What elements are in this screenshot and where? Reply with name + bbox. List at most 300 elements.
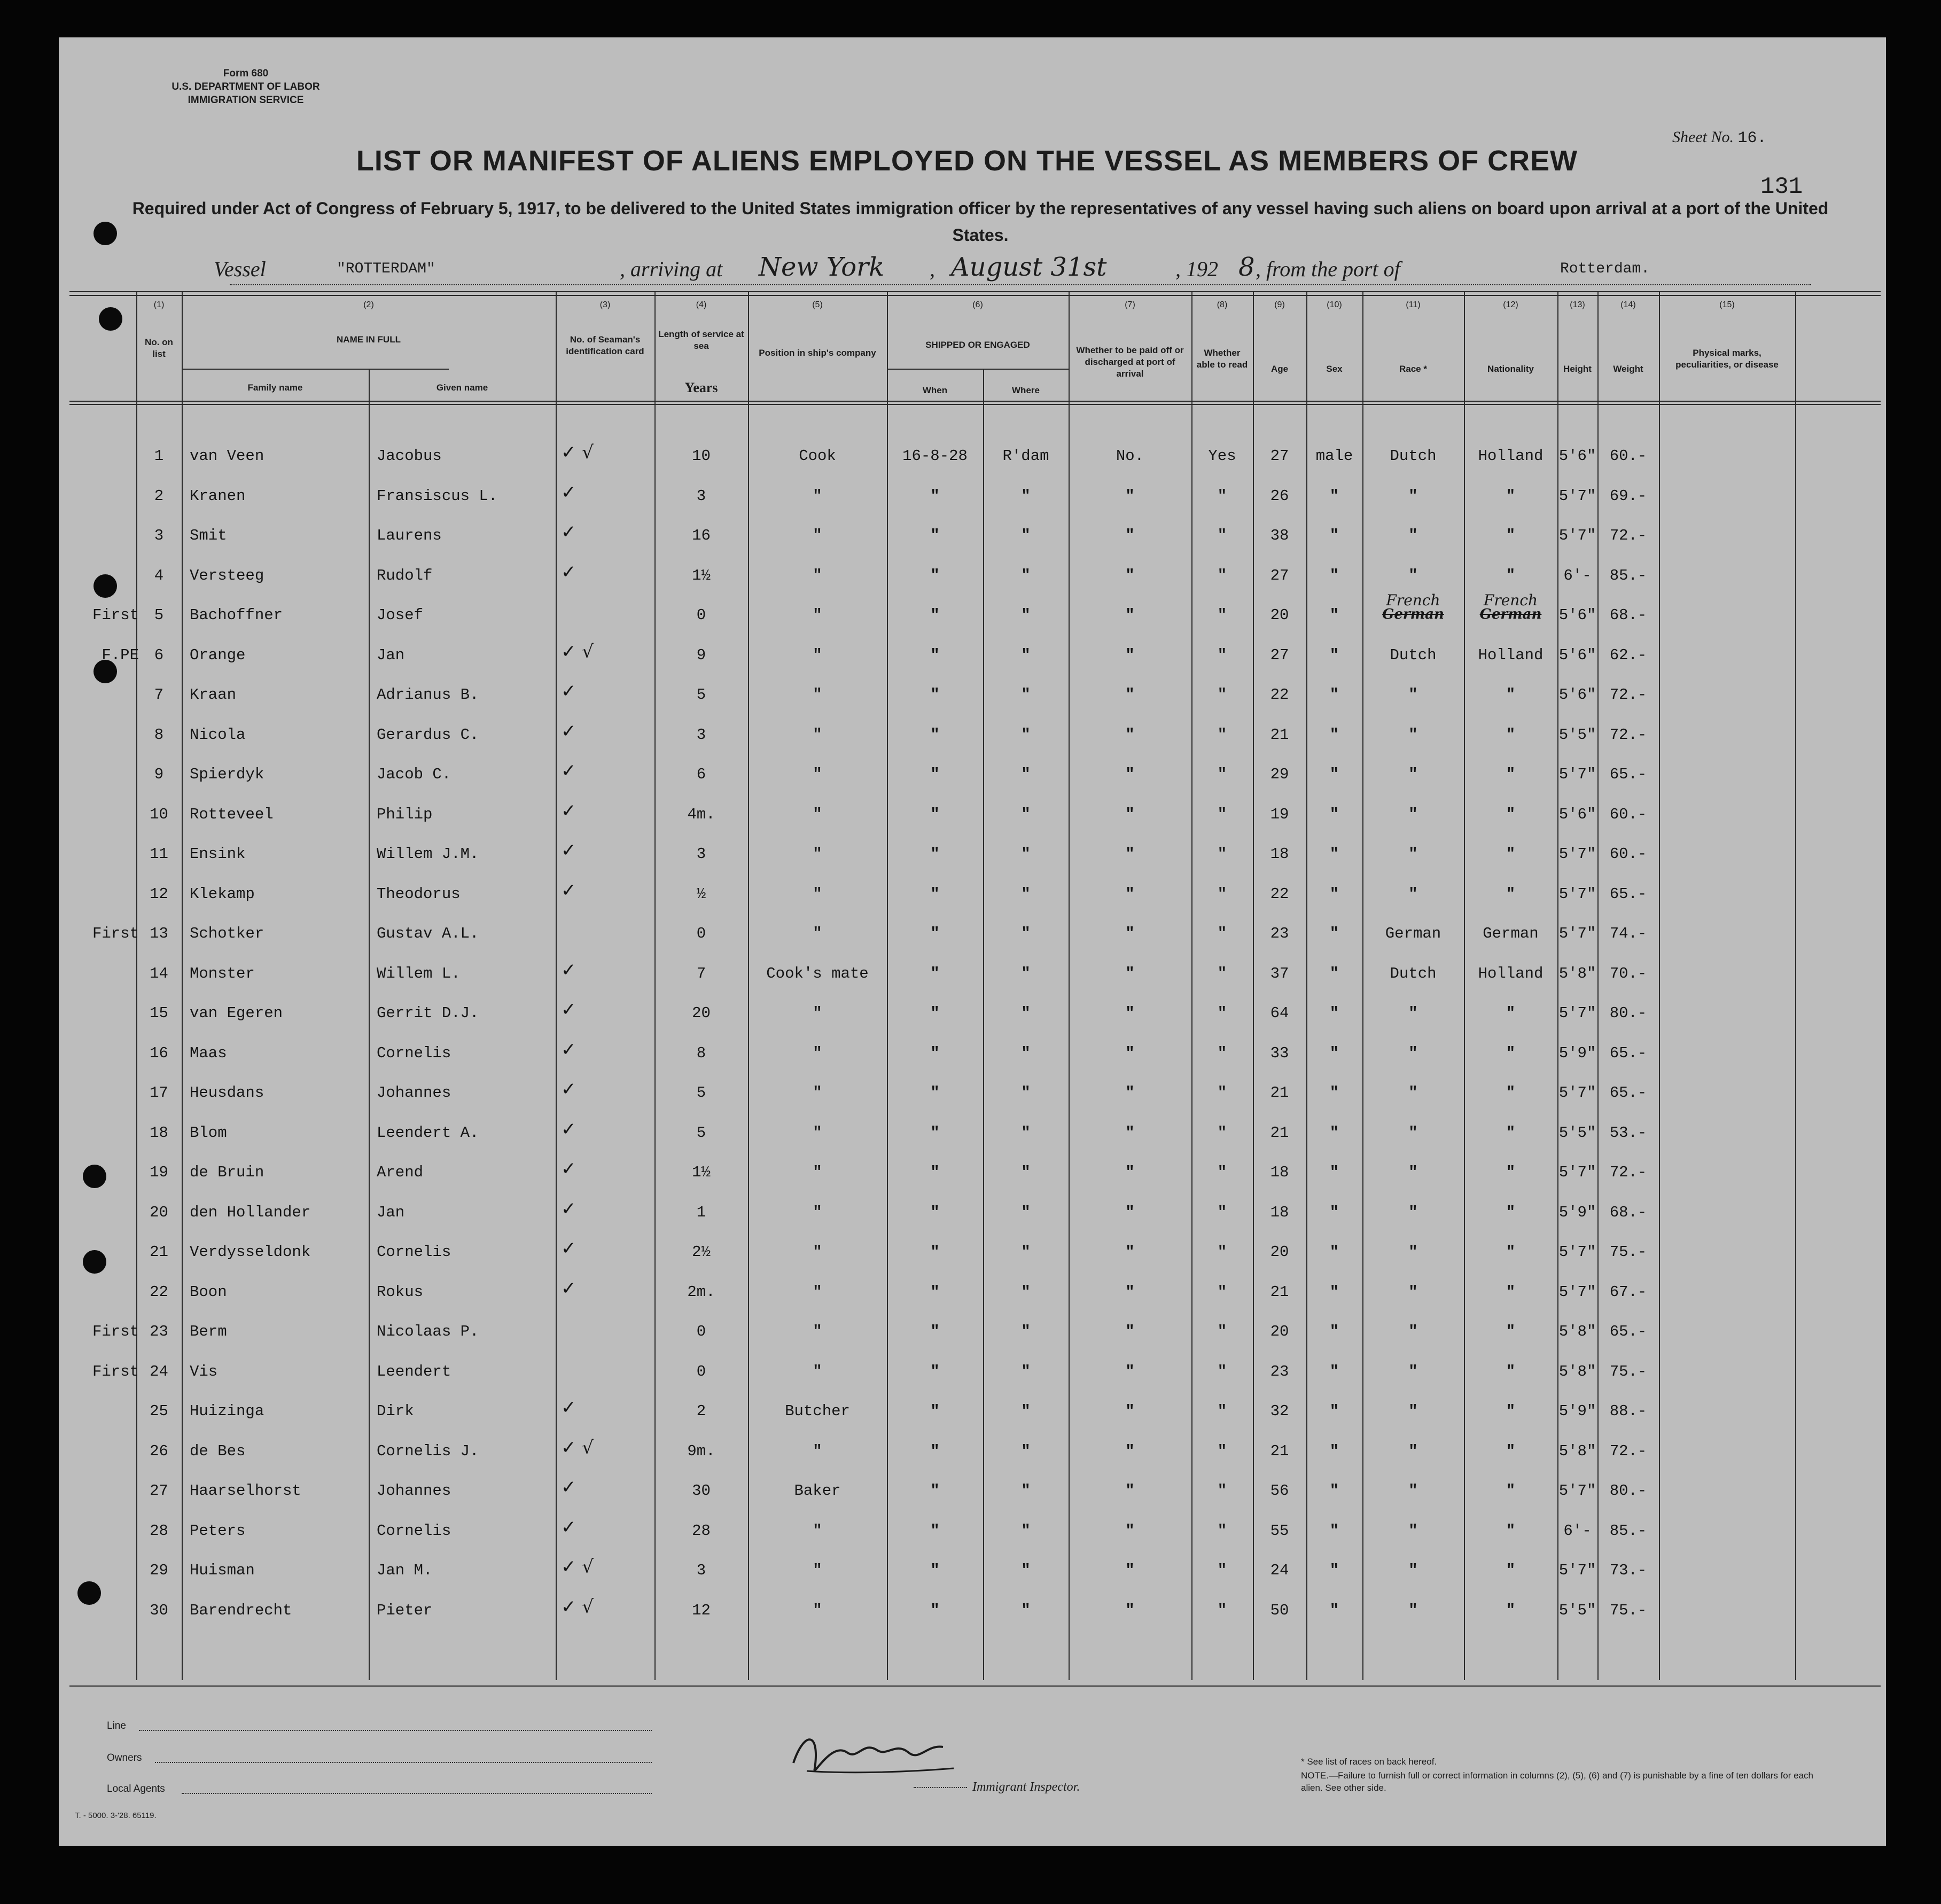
cell-position: " (813, 1283, 822, 1301)
cell-sex: " (1329, 1164, 1339, 1181)
service-name: IMMIGRATION SERVICE (188, 95, 304, 106)
from-label: , from the port of (1256, 257, 1400, 281)
cell-read: Yes (1208, 447, 1236, 465)
cell-nat: " (1506, 845, 1516, 863)
table-row (59, 913, 1886, 953)
cell-service: 0 (696, 606, 706, 624)
check-mark: ✓ (561, 1118, 576, 1140)
cell-read: " (1217, 606, 1227, 624)
cell-nat: Holland (1478, 964, 1544, 982)
cell-given: Johannes (377, 1084, 451, 1102)
cell-nat: " (1506, 1283, 1516, 1301)
year-suffix: 8 (1238, 252, 1255, 282)
cell-sex: " (1329, 566, 1339, 584)
cell-where: " (1021, 1164, 1031, 1181)
check-mark: ✓ (561, 1079, 576, 1100)
cell-race: " (1408, 1123, 1418, 1142)
cell-age: 18 (1270, 1164, 1289, 1181)
cell-position: " (813, 1323, 822, 1340)
cell-paid: " (1125, 606, 1135, 624)
cell-position: " (813, 725, 822, 744)
arrival-port: New York (759, 252, 885, 282)
header-where: Where (1012, 385, 1040, 395)
cell-when: " (930, 646, 940, 664)
col-num-11: (11) (1406, 300, 1421, 309)
table-row (59, 1431, 1886, 1470)
cell-race: " (1408, 1482, 1418, 1500)
cell-given: Cornelis (377, 1243, 451, 1261)
cell-sex: " (1329, 1521, 1339, 1540)
cell-when: " (930, 1164, 940, 1181)
cell-read: " (1217, 1482, 1227, 1500)
cell-read: " (1217, 1521, 1227, 1540)
cell-where: " (1021, 725, 1031, 744)
cell-paid: " (1125, 1243, 1135, 1261)
cell-when: " (930, 606, 940, 624)
cell-race: " (1408, 1004, 1418, 1022)
cell-height: 6'- (1563, 1521, 1592, 1540)
cell-paid: " (1125, 1044, 1135, 1062)
cell-given: Laurens (377, 527, 442, 544)
cell-read: " (1217, 1442, 1227, 1460)
cell-weight: 60.- (1609, 805, 1647, 823)
cell-paid: " (1125, 964, 1135, 982)
cell-given: Dirk (377, 1402, 414, 1420)
cell-weight: 60.- (1609, 845, 1647, 863)
vessel-name: "ROTTERDAM" (337, 261, 435, 277)
cell-weight: 80.- (1609, 1004, 1647, 1022)
check-mark: ✓ (561, 1477, 576, 1498)
cell-when: " (930, 1323, 940, 1340)
table-row (59, 1152, 1886, 1191)
cell-race: " (1408, 766, 1418, 783)
vessel-line: Vessel "ROTTERDAM" , arriving at New York , August 31st , 192 8 , from the port of Rotterdam. (214, 252, 1650, 282)
cell-given: Pieter (377, 1601, 433, 1619)
cell-sex: " (1329, 925, 1339, 942)
cell-height: 5'8" (1558, 1323, 1596, 1340)
cell-nat: " (1506, 885, 1516, 903)
cell-nat: " (1506, 686, 1516, 704)
cell-given: Johannes (377, 1482, 451, 1500)
cell-weight: 74.- (1609, 925, 1647, 942)
cell-position: " (813, 766, 822, 783)
table-row (59, 1470, 1886, 1510)
cell-when: " (930, 686, 940, 704)
cell-height: 5'7" (1558, 845, 1596, 863)
cell-no: 19 (150, 1164, 168, 1181)
col-num-4: (4) (696, 300, 707, 309)
cell-sex: " (1329, 646, 1339, 664)
cell-sex: " (1329, 1283, 1339, 1301)
cell-nat: " (1506, 1044, 1516, 1062)
nationality-correction: French (1483, 591, 1538, 609)
cell-when: " (930, 1203, 940, 1221)
cell-weight: 69.- (1609, 487, 1647, 505)
cell-no: 10 (150, 805, 168, 823)
cell-paid: " (1125, 487, 1135, 505)
table-row (59, 515, 1886, 555)
cell-paid: " (1125, 686, 1135, 704)
table-row (59, 833, 1886, 873)
cell-sex: " (1329, 606, 1339, 624)
cell-no: 14 (150, 964, 168, 982)
cell-paid: " (1125, 1521, 1135, 1540)
cell-weight: 62.- (1609, 646, 1647, 664)
cell-height: 5'7" (1558, 487, 1596, 505)
cell-height: 5'9" (1558, 1402, 1596, 1420)
cell-height: 5'6" (1558, 606, 1596, 624)
cell-height: 5'7" (1558, 766, 1596, 783)
cell-position: " (813, 1521, 822, 1540)
cell-nat: Holland (1478, 447, 1544, 465)
cell-read: " (1217, 646, 1227, 664)
cell-family: Vis (190, 1362, 218, 1380)
cell-service: 7 (696, 964, 706, 982)
cell-sex: " (1329, 1084, 1339, 1102)
cell-nat: " (1506, 1084, 1516, 1102)
cell-read: " (1217, 686, 1227, 704)
cell-age: 23 (1270, 1362, 1289, 1380)
cell-paid: " (1125, 1164, 1135, 1181)
cell-no: 9 (154, 766, 164, 783)
cell-family: Kraan (190, 686, 237, 704)
cell-age: 20 (1270, 606, 1289, 624)
cell-where: " (1021, 1243, 1031, 1261)
cell-where: " (1021, 1482, 1031, 1500)
check-mark: ✓ (561, 521, 576, 543)
cell-nat: Holland (1478, 646, 1544, 664)
cell-weight: 75.- (1609, 1601, 1647, 1619)
cell-nat: " (1506, 487, 1516, 505)
cell-nat: " (1506, 1521, 1516, 1540)
cell-position: " (813, 686, 822, 704)
cell-age: 21 (1270, 1084, 1289, 1102)
cell-family: de Bruin (190, 1164, 264, 1181)
table-row (59, 1231, 1886, 1271)
cell-position: " (813, 606, 822, 624)
table-row (59, 1192, 1886, 1231)
cell-when: " (930, 1283, 940, 1301)
cell-age: 27 (1270, 646, 1289, 664)
cell-given: Cornelis (377, 1044, 451, 1062)
cell-race: " (1408, 1521, 1418, 1540)
inspector-rule (914, 1787, 967, 1788)
cell-race: " (1408, 1562, 1418, 1579)
col-num-5: (5) (812, 300, 823, 309)
cell-service: 0 (696, 925, 706, 942)
cell-service: 3 (696, 845, 706, 863)
cell-family: van Egeren (190, 1004, 283, 1022)
cell-nat: " (1506, 725, 1516, 744)
cell-age: 21 (1270, 725, 1289, 744)
cell-when: " (930, 805, 940, 823)
footer-line-label: Line (107, 1720, 126, 1731)
cell-paid: " (1125, 527, 1135, 544)
cell-no: 13 (150, 925, 168, 942)
cell-where: " (1021, 646, 1031, 664)
cell-paid: " (1125, 805, 1135, 823)
cell-note: First (92, 1362, 139, 1380)
cell-given: Gustav A.L. (377, 925, 479, 942)
cell-when: " (930, 1243, 940, 1261)
cell-no: 26 (150, 1442, 168, 1460)
cell-family: Verdysseldonk (190, 1243, 311, 1261)
cell-sex: " (1329, 1044, 1339, 1062)
cell-no: 8 (154, 725, 164, 744)
cell-no: 1 (154, 447, 164, 465)
cell-nat: " (1506, 805, 1516, 823)
cell-nat: German (1483, 925, 1539, 942)
cell-position: " (813, 646, 822, 664)
cell-service: 9m. (687, 1442, 715, 1460)
cell-height: 5'6" (1558, 686, 1596, 704)
cell-family: Berm (190, 1323, 227, 1340)
sheet-number-label: Sheet No. (1672, 128, 1734, 146)
cell-paid: " (1125, 725, 1135, 744)
cell-when: " (930, 1442, 940, 1460)
cell-when: " (930, 1402, 940, 1420)
cell-weight: 85.- (1609, 566, 1647, 584)
check-mark: ✓ (561, 1238, 576, 1259)
cell-service: 6 (696, 766, 706, 783)
cell-sex: " (1329, 1203, 1339, 1221)
cell-no: 11 (150, 845, 168, 863)
check-mark: ✓ (561, 840, 576, 861)
cell-age: 55 (1270, 1521, 1289, 1540)
cell-paid: " (1125, 885, 1135, 903)
cell-height: 5'6" (1558, 447, 1596, 465)
table-row (59, 1510, 1886, 1550)
cell-read: " (1217, 1562, 1227, 1579)
cell-nat (1464, 591, 1557, 622)
cell-weight: 70.- (1609, 964, 1647, 982)
table-bottom-rule (69, 1685, 1881, 1687)
cell-paid: " (1125, 1123, 1135, 1142)
cell-sex: " (1329, 527, 1339, 544)
cell-age: 27 (1270, 447, 1289, 465)
form-header (144, 67, 347, 107)
cell-race: " (1408, 686, 1418, 704)
cell-paid: No. (1116, 447, 1144, 465)
cell-read: " (1217, 1601, 1227, 1619)
cell-when: " (930, 1601, 940, 1619)
cell-when: " (930, 1004, 940, 1022)
cell-nat: " (1506, 1323, 1516, 1340)
col-num-10: (10) (1327, 300, 1342, 309)
cell-weight: 72.- (1609, 1442, 1647, 1460)
shipped-subhead-rule (887, 369, 1069, 370)
cell-sex: " (1329, 805, 1339, 823)
cell-paid: " (1125, 1482, 1135, 1500)
cell-age: 21 (1270, 1123, 1289, 1142)
cell-read: " (1217, 925, 1227, 942)
cell-age: 23 (1270, 925, 1289, 942)
cell-age: 19 (1270, 805, 1289, 823)
cell-race: " (1408, 1362, 1418, 1380)
table-row (59, 754, 1886, 793)
cell-given: Cornelis (377, 1521, 451, 1540)
cell-family: Schotker (190, 925, 264, 942)
cell-given: Willem J.M. (377, 845, 479, 863)
header-nationality: Nationality (1487, 364, 1534, 374)
cell-weight: 65.- (1609, 1084, 1647, 1102)
col-num-15: (15) (1719, 300, 1735, 309)
cell-nat: " (1506, 1402, 1516, 1420)
cell-height: 5'6" (1558, 646, 1596, 664)
cell-family: Orange (190, 646, 246, 664)
cell-height: 5'9" (1558, 1044, 1596, 1062)
cell-sex: " (1329, 1482, 1339, 1500)
col-num-14: (14) (1620, 300, 1636, 309)
table-row (59, 435, 1886, 475)
cell-height: 5'5" (1558, 1123, 1596, 1142)
cell-read: " (1217, 1164, 1227, 1181)
cell-age: 56 (1270, 1482, 1289, 1500)
cell-read: " (1217, 805, 1227, 823)
cell-no: 28 (150, 1521, 168, 1540)
cell-sex: " (1329, 1402, 1339, 1420)
cell-height: 5'7" (1558, 885, 1596, 903)
cell-where: " (1021, 964, 1031, 982)
table-row (59, 953, 1886, 993)
cell-service: 2½ (692, 1243, 711, 1261)
cell-service: 5 (696, 686, 706, 704)
cell-when: " (930, 1362, 940, 1380)
cell-where: " (1021, 1562, 1031, 1579)
table-row (59, 1351, 1886, 1391)
check-mark: ✓ (561, 1516, 576, 1538)
cell-family: Versteeg (190, 566, 264, 584)
cell-note: First (92, 925, 139, 942)
cell-read: " (1217, 1243, 1227, 1261)
cell-no: 18 (150, 1123, 168, 1142)
cell-family: Spierdyk (190, 766, 264, 783)
cell-position: Cook's mate (766, 964, 869, 982)
cell-position: " (813, 1243, 822, 1261)
cell-where: " (1021, 885, 1031, 903)
cell-read: " (1217, 1044, 1227, 1062)
cell-position: Baker (794, 1482, 841, 1500)
cell-read: " (1217, 1402, 1227, 1420)
cell-height: 5'7" (1558, 1243, 1596, 1261)
cell-when: " (930, 925, 940, 942)
name-subhead-rule (182, 369, 449, 370)
cell-age: 24 (1270, 1562, 1289, 1579)
cell-family: Rotteveel (190, 805, 274, 823)
cell-family: Haarselhorst (190, 1482, 301, 1500)
cell-age: 21 (1270, 1442, 1289, 1460)
manifest-sheet (59, 37, 1886, 1846)
cell-service: 5 (696, 1123, 706, 1142)
cell-height: 5'5" (1558, 1601, 1596, 1619)
cell-read: " (1217, 1084, 1227, 1102)
table-row (59, 555, 1886, 595)
cell-height: 5'7" (1558, 1562, 1596, 1579)
cell-service: 2m. (687, 1283, 715, 1301)
cell-no: 20 (150, 1203, 168, 1221)
cell-family: de Bes (190, 1442, 246, 1460)
cell-race: " (1408, 527, 1418, 544)
page-number: 131 (1760, 174, 1803, 200)
cell-given: Jan (377, 646, 405, 664)
cell-position: " (813, 1562, 822, 1579)
check-mark: ✓ (561, 681, 576, 702)
cell-weight: 60.- (1609, 447, 1647, 465)
vessel-line-rule (230, 284, 1811, 285)
cell-position: " (813, 1164, 822, 1181)
cell-service: 8 (696, 1044, 706, 1062)
cell-when: " (930, 487, 940, 505)
cell-paid: " (1125, 1402, 1135, 1420)
cell-race: German (1385, 925, 1441, 942)
cell-weight: 72.- (1609, 527, 1647, 544)
cell-when: " (930, 725, 940, 744)
table-row (59, 714, 1886, 754)
cell-family: den Hollander (190, 1203, 311, 1221)
punch-hole (93, 222, 117, 245)
cell-race: " (1408, 805, 1418, 823)
cell-sex: " (1329, 1442, 1339, 1460)
cell-age: 27 (1270, 566, 1289, 584)
cell-weight: 65.- (1609, 1323, 1647, 1340)
cell-given: Philip (377, 805, 433, 823)
cell-race: Dutch (1390, 447, 1437, 465)
header-bottom-rule (69, 401, 1881, 402)
cell-where: " (1021, 845, 1031, 863)
cell-when: " (930, 766, 940, 783)
cell-service: 1½ (692, 566, 711, 584)
race-correction: French (1386, 591, 1440, 609)
header-given-name: Given name (436, 383, 488, 393)
cell-no: 6 (154, 646, 164, 664)
origin-port: Rotterdam. (1560, 261, 1650, 277)
cell-when: " (930, 1521, 940, 1540)
table-row (59, 1033, 1886, 1072)
cell-race: " (1408, 1243, 1418, 1261)
footer-owners-rule (155, 1762, 652, 1763)
cell-position: " (813, 885, 822, 903)
check-mark: ✓ (561, 1277, 576, 1299)
cell-sex: male (1315, 447, 1353, 465)
cell-age: 64 (1270, 1004, 1289, 1022)
cell-race: " (1408, 1323, 1418, 1340)
cell-where: " (1021, 686, 1031, 704)
cell-height: 5'8" (1558, 1442, 1596, 1460)
cell-service: 20 (692, 1004, 711, 1022)
cell-read: " (1217, 527, 1227, 544)
cell-read: " (1217, 566, 1227, 584)
cell-nat: " (1506, 1482, 1516, 1500)
cell-race: " (1408, 566, 1418, 584)
cell-when: " (930, 1123, 940, 1142)
cell-nat: " (1506, 1562, 1516, 1579)
check-mark: ✓ (561, 1397, 576, 1418)
table-row (59, 1072, 1886, 1112)
cell-read: " (1217, 1123, 1227, 1142)
cell-paid: " (1125, 1203, 1135, 1221)
cell-height: 5'7" (1558, 1482, 1596, 1500)
table-row (59, 1391, 1886, 1430)
col-num-8: (8) (1217, 300, 1228, 309)
col-num-12: (12) (1503, 300, 1518, 309)
cell-weight: 65.- (1609, 1044, 1647, 1062)
cell-sex: " (1329, 766, 1339, 783)
cell-where: " (1021, 1283, 1031, 1301)
cell-family: Kranen (190, 487, 246, 505)
cell-age: 20 (1270, 1243, 1289, 1261)
cell-no: 4 (154, 566, 164, 584)
cell-position: " (813, 1004, 822, 1022)
